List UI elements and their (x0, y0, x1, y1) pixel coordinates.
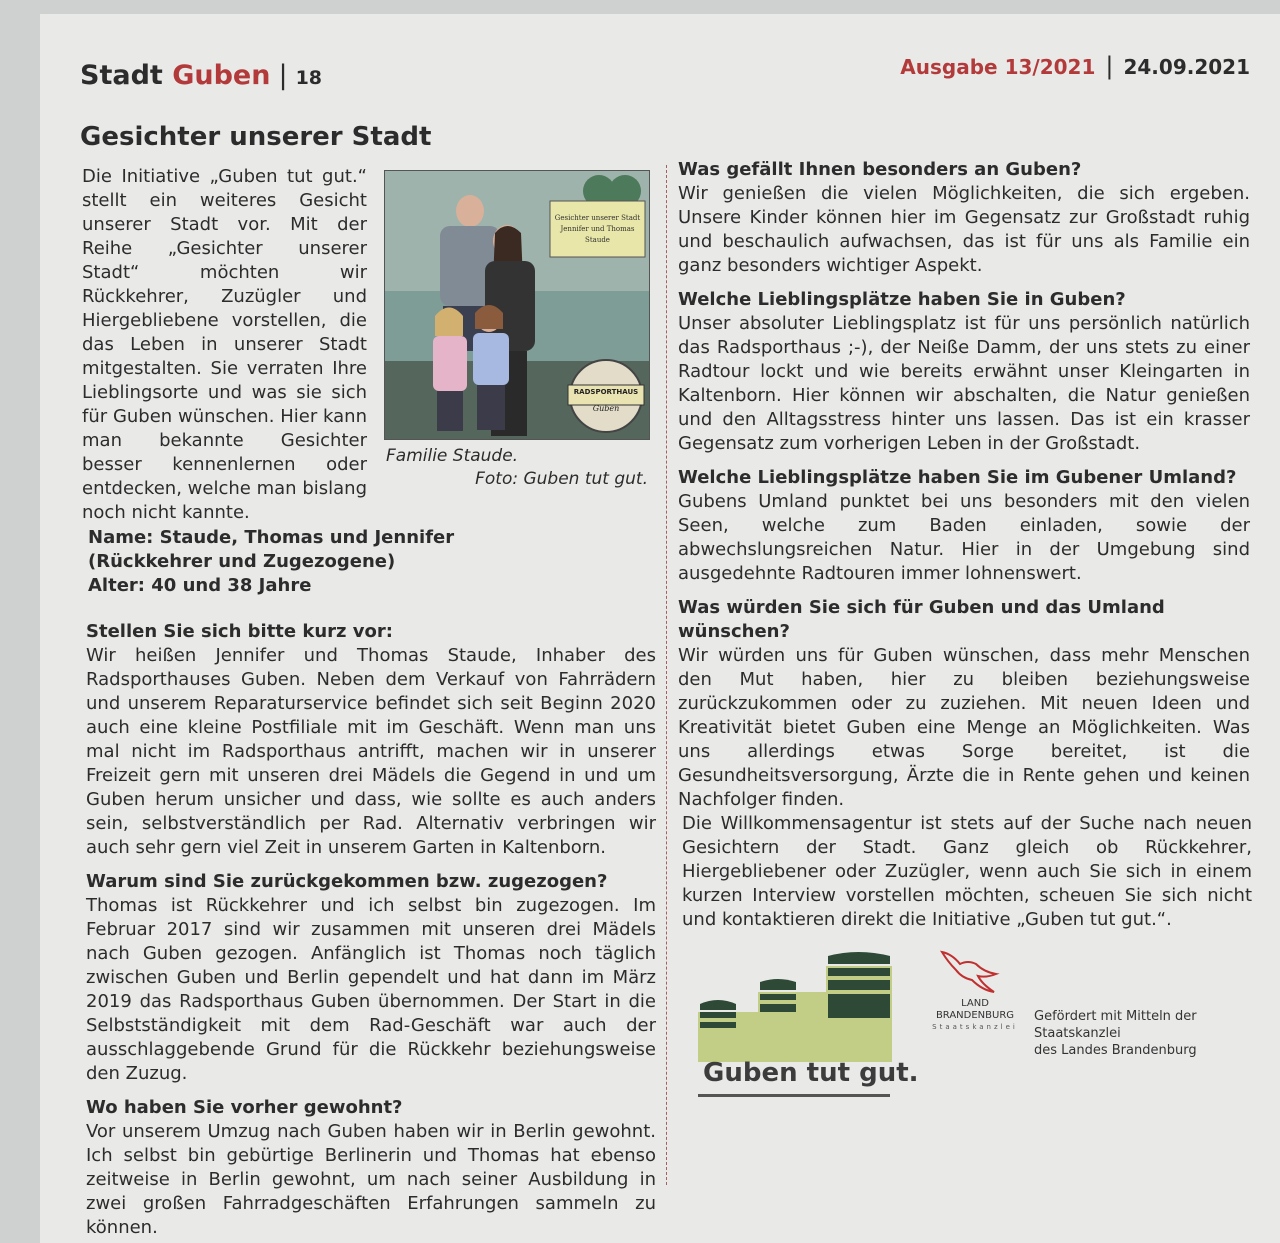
staatskanzlei-text: Staatskanzlei (932, 1023, 1018, 1031)
article-title: Gesichter unserer Stadt (80, 122, 432, 152)
left-column (86, 620, 656, 1240)
logo-underline (698, 1094, 890, 1097)
issue-date: 24.09.2021 (1123, 55, 1250, 79)
shop-badge-name: RADSPORTHAUS (573, 388, 639, 396)
photo-sign-line1: Gesichter unserer Stadt (554, 214, 641, 222)
logo-text: Guben tut gut. (703, 1058, 919, 1088)
closing-paragraph: Die Willkommensagentur ist stets auf der Suche nach neuen Gesichtern der Stadt. Ganz gleich ob Rückkehrer, Hiergebliebener oder Zuzügler, wenn auch Sie sich in einem kurzen Interview vorstellen möchten, scheuen Sie sich nicht und kontaktieren direkt die Initiative „Guben tut gut.“. (682, 813, 1252, 930)
eagle-icon (938, 950, 1008, 996)
answer-text: Vor unserem Umzug nach Guben haben wir in Berlin gewohnt. Ich selbst bin gebürtige Berlinerin und Thomas hat ebenso zeitweise in Berlin gewohnt, um nach seiner Ausbildung in zwei großen Fahrradgeschäften Erfahrungen sammeln zu können. (86, 1121, 656, 1238)
shop-badge-town: Guben (592, 404, 620, 413)
question-heading: Wo haben Sie vorher gewohnt? (86, 1097, 403, 1118)
photo-caption: Familie Staude. (386, 446, 519, 466)
land-text (926, 998, 1024, 1022)
question-heading: Welche Lieblingsplätze haben Sie in Guben? (678, 289, 1126, 310)
issue-info: Ausgabe 13/2021 | 24.09.2021 (900, 52, 1250, 80)
photo-credit: Foto: Guben tut gut. (475, 469, 648, 489)
column-divider (666, 165, 667, 1185)
answer-text: Thomas ist Rückkehrer und ich selbst bin zugezogen. Im Februar 2017 sind wir zusammen mit unseren drei Mädels nach Guben gezogen. Anfänglich ist Thomas noch täglich zwischen Guben und Berlin gependelt und hat dann im März 2019 das Radsporthaus Guben übernommen. Der Start in die Selbstständigkeit mit dem Rad-Geschäft war auch der ausschlaggebende Grund für die Rückkehr beziehungsweise den Zuzug. (86, 895, 656, 1084)
funding-line2: des Landes Brandenburg (1034, 1043, 1197, 1058)
funding-line1: Gefördert mit Mitteln der Staatskanzlei (1034, 1009, 1197, 1041)
land-brandenburg-logo (926, 950, 1024, 1040)
photo-illustration (385, 171, 649, 439)
land-text-line1: LAND (961, 998, 989, 1009)
answer-text: Wir würden uns für Guben wünschen, dass mehr Menschen den Mut haben, hier zu bleiben beziehungsweise zurückzukommen oder zu zuziehen. Mit neuen Ideen und Kreativität bietet Guben eine Menge an Möglichkeiten. Was uns allerdings etwas Sorge bereitet, ist die Gesundheitsversorgung, Ärzte die in Rente gehen und keinen Nachfolger finden. (678, 645, 1250, 810)
guben-tut-gut-logo (698, 952, 919, 1102)
question-heading: Stellen Sie sich bitte kurz vor: (86, 621, 393, 642)
page-number: 18 (295, 67, 323, 89)
answer-text: Unser absoluter Lieblingsplatz ist für uns persönlich natürlich das Radsporthaus ;-), der Neiße Damm, der uns stets zu einer Radtour lockt und wie bereits erwähnt unser Kleingarten in Kaltenborn. Hier können wir abschalten, die Natur genießen und den Alltagsstress hinter uns lassen. Das ist ein krasser Gegensatz zum vorherigen Leben in der Großstadt. (678, 313, 1250, 454)
person-name: Name: Staude, Thomas und Jennifer (88, 527, 455, 548)
question-heading: Was würden Sie sich für Guben und das Umland wünschen? (678, 597, 1165, 642)
land-text-line2: BRANDENBURG (935, 1010, 1015, 1021)
person-role: (Rückkehrer und Zugezogene) (88, 551, 396, 572)
answer-text: Wir genießen die vielen Möglichkeiten, die sich ergeben. Unsere Kinder können hier im Gegensatz zur Großstadt ruhig und beschaulich aufwachsen, das ist für uns als Familie ein ganz besonders wichtiger Aspekt. (678, 183, 1250, 276)
question-heading: Warum sind Sie zurückgekommen bzw. zugezogen? (86, 871, 608, 892)
masthead-prefix: Stadt (80, 60, 163, 91)
family-photo (384, 170, 650, 440)
issue-number: Ausgabe 13/2021 (900, 55, 1096, 79)
person-age: Alter: 40 und 38 Jahre (88, 575, 312, 596)
logo-towers-icon (698, 952, 892, 1062)
photo-sign-line3: Staude (585, 236, 610, 244)
masthead: Stadt Guben | 18 (80, 60, 323, 91)
article-intro: Die Initiative „Guben tut gut.“ stellt ein weiteres Gesicht unserer Stadt vor. Mit der Reihe „Gesichter unserer Stadt“ möchten wir Rückkehrer, Zuzügler und Hiergebliebene vorstellen, die das Leben in unserer Stadt mitgestalten. Sie verraten Ihre Lieblingsorte und was sie sich für Guben wünschen. Hier kann man bekannte Gesichter besser kennenlernen oder entdecken, welche man bislang noch nicht kannte. (82, 166, 367, 523)
answer-text: Gubens Umland punktet bei uns besonders mit den vielen Seen, welche zum Baden einladen, sowie der abwechslungsreichen Natur. Hier in der Umgebung sind ausgedehnte Radtouren immer lohnenswert. (678, 491, 1250, 584)
photo-sign-line2: Jennifer und Thomas (560, 225, 635, 233)
person-info (88, 526, 454, 598)
right-column (678, 158, 1250, 812)
answer-text: Wir heißen Jennifer und Thomas Staude, Inhaber des Radsporthauses Guben. Neben dem Verkauf von Fahrrädern und unserem Reparaturservice befindet sich seit Beginn 2020 auch eine kleine Postfiliale mit im Geschäft. Wenn man uns mal nicht im Radsporthaus antrifft, machen wir in unserer Freizeit gern mit unseren drei Mädels die Gegend in und um Guben herum unsicher und dass, wie sollte es auch anders sein, selbstverständlich per Rad. Alternativ verbringen wir auch sehr gern viel Zeit in unserem Garten in Kaltenborn. (86, 645, 656, 858)
masthead-town: Guben (172, 60, 271, 91)
shop-badge (569, 388, 643, 396)
question-heading: Was gefällt Ihnen besonders an Guben? (678, 159, 1082, 180)
funding-note (1034, 1008, 1254, 1059)
question-heading: Welche Lieblingsplätze haben Sie im Gubener Umland? (678, 467, 1237, 488)
